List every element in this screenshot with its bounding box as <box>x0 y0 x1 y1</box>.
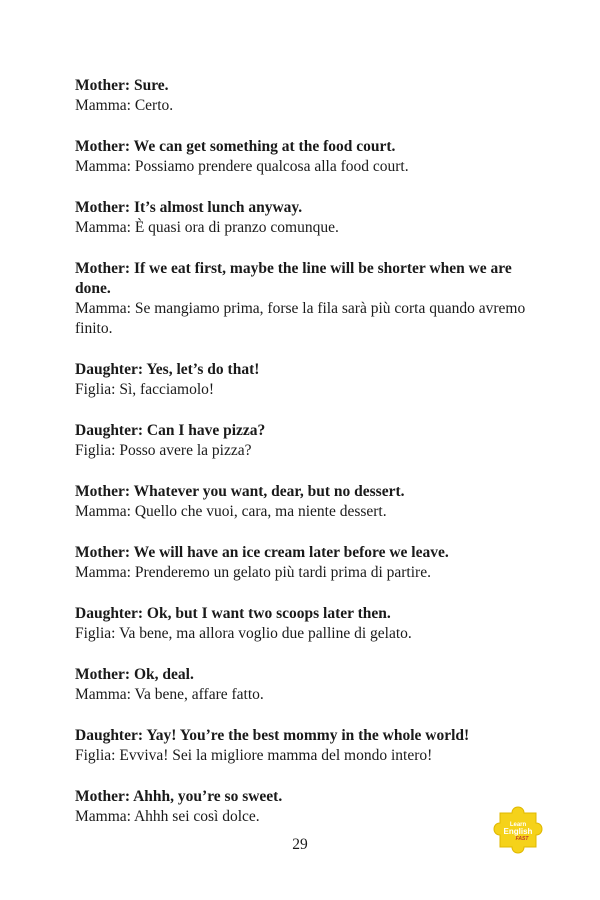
italian-line: Mamma: Prenderemo un gelato più tardi prima di partire. <box>75 564 431 581</box>
dialogue-pair <box>75 482 535 522</box>
italian-line: Figlia: Va bene, ma allora voglio due palline di gelato. <box>75 625 412 642</box>
english-line: Daughter: Yes, let’s do that! <box>75 361 260 378</box>
dialogue-pair <box>75 604 535 644</box>
italian-line: Mamma: È quasi ora di pranzo comunque. <box>75 219 339 236</box>
dialogue <box>75 76 535 848</box>
dialogue-pair <box>75 360 535 400</box>
dialogue-pair <box>75 76 535 116</box>
english-line: Mother: We will have an ice cream later before we leave. <box>75 544 449 561</box>
english-line: Mother: If we eat first, maybe the line will be shorter when we are done. <box>75 260 512 297</box>
english-line: Mother: It’s almost lunch anyway. <box>75 199 303 216</box>
dialogue-pair <box>75 259 535 339</box>
italian-line: Mamma: Va bene, affare fatto. <box>75 686 264 703</box>
italian-line: Mamma: Se mangiamo prima, forse la fila sarà più corta quando avremo finito. <box>75 300 526 337</box>
english-line: Mother: Sure. <box>75 77 169 94</box>
dialogue-pair <box>75 726 535 766</box>
logo-text-fast: FAST <box>515 836 529 842</box>
italian-line: Mamma: Quello che vuoi, cara, ma niente dessert. <box>75 503 387 520</box>
learn-english-fast-logo <box>490 799 550 859</box>
dialogue-pair <box>75 198 535 238</box>
english-line: Daughter: Yay! You’re the best mommy in the whole world! <box>75 727 470 744</box>
italian-line: Figlia: Evviva! Sei la migliore mamma del mondo intero! <box>75 747 433 764</box>
logo-text-english: English <box>503 827 533 836</box>
dialogue-pair <box>75 137 535 177</box>
english-line: Mother: Ahhh, you’re so sweet. <box>75 788 283 805</box>
english-line: Daughter: Can I have pizza? <box>75 422 266 439</box>
dialogue-pair <box>75 787 535 827</box>
dialogue-pair <box>75 543 535 583</box>
puzzle-piece-icon <box>490 799 550 859</box>
english-line: Daughter: Ok, but I want two scoops later then. <box>75 605 391 622</box>
dialogue-pair <box>75 421 535 461</box>
dialogue-pair <box>75 665 535 705</box>
english-line: Mother: Whatever you want, dear, but no dessert. <box>75 483 405 500</box>
page-number: 29 <box>292 836 308 853</box>
logo-text-learn: Learn <box>509 822 527 828</box>
italian-line: Figlia: Posso avere la pizza? <box>75 442 252 459</box>
italian-line: Mamma: Certo. <box>75 97 174 114</box>
italian-line: Figlia: Sì, facciamolo! <box>75 381 215 398</box>
italian-line: Mamma: Ahhh sei così dolce. <box>75 808 260 825</box>
english-line: Mother: We can get something at the food court. <box>75 138 396 155</box>
italian-line: Mamma: Possiamo prendere qualcosa alla food court. <box>75 158 409 175</box>
english-line: Mother: Ok, deal. <box>75 666 194 683</box>
